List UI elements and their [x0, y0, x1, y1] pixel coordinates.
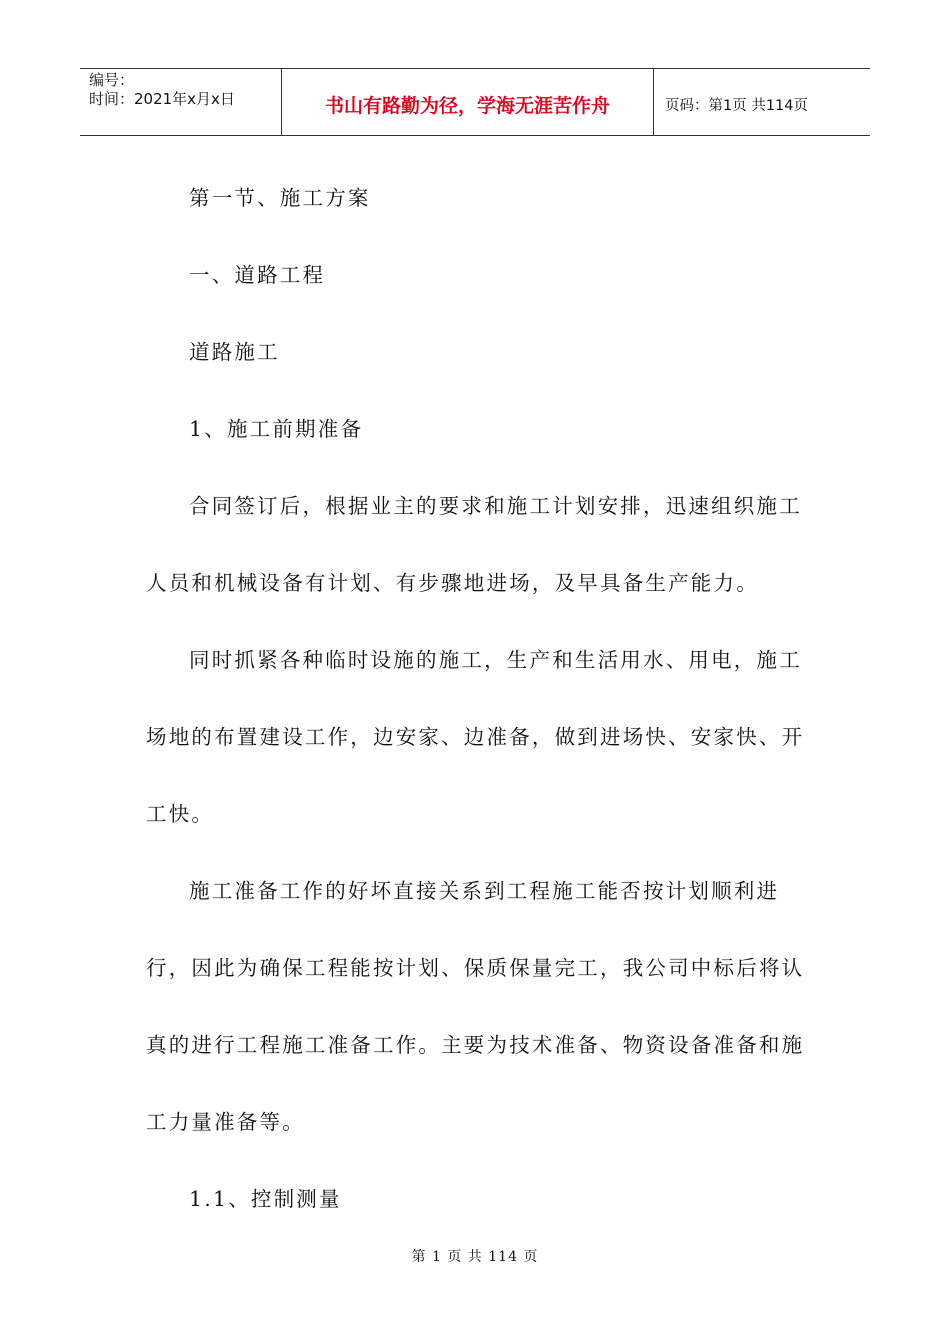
- body-line: 工力量准备等。: [146, 1110, 305, 1134]
- document-body: [146, 160, 806, 1238]
- header-page-info: 页码：第1页 共114页: [665, 97, 809, 114]
- page-footer: 第 1 页 共 114 页: [411, 1249, 539, 1265]
- body-line: 一、道路工程: [189, 263, 326, 287]
- header-motto: 书山有路勤为径，学海无涯苦作舟: [282, 69, 654, 135]
- body-line: 工快。: [146, 802, 215, 826]
- time-label: 时间：2021年x月x日: [89, 90, 235, 108]
- page-header: [80, 68, 870, 136]
- body-line: 场地的布置建设工作，边安家、边准备，做到进场快、安家快、开: [146, 725, 805, 749]
- body-line: 同时抓紧各种临时设施的施工，生产和生活用水、用电，施工: [189, 648, 802, 672]
- body-line: 人员和机械设备有计划、有步骤地进场，及早具备生产能力。: [146, 571, 759, 595]
- body-line: 施工准备工作的好坏直接关系到工程施工能否按计划顺利进: [189, 879, 780, 903]
- body-line: 1、施工前期准备: [189, 417, 364, 441]
- body-line: 道路施工: [189, 340, 280, 364]
- body-line: 第一节、施工方案: [189, 186, 371, 210]
- serial-label: 编号：: [89, 71, 135, 89]
- body-line: 真的进行工程施工准备工作。主要为技术准备、物资设备准备和施: [146, 1033, 805, 1057]
- body-line: 行，因此为确保工程能按计划、保质保量完工，我公司中标后将认: [146, 956, 805, 980]
- body-line: 合同签订后，根据业主的要求和施工计划安排，迅速组织施工: [189, 494, 802, 518]
- body-line: 1.1、控制测量: [189, 1187, 342, 1211]
- header-meta: [80, 69, 282, 135]
